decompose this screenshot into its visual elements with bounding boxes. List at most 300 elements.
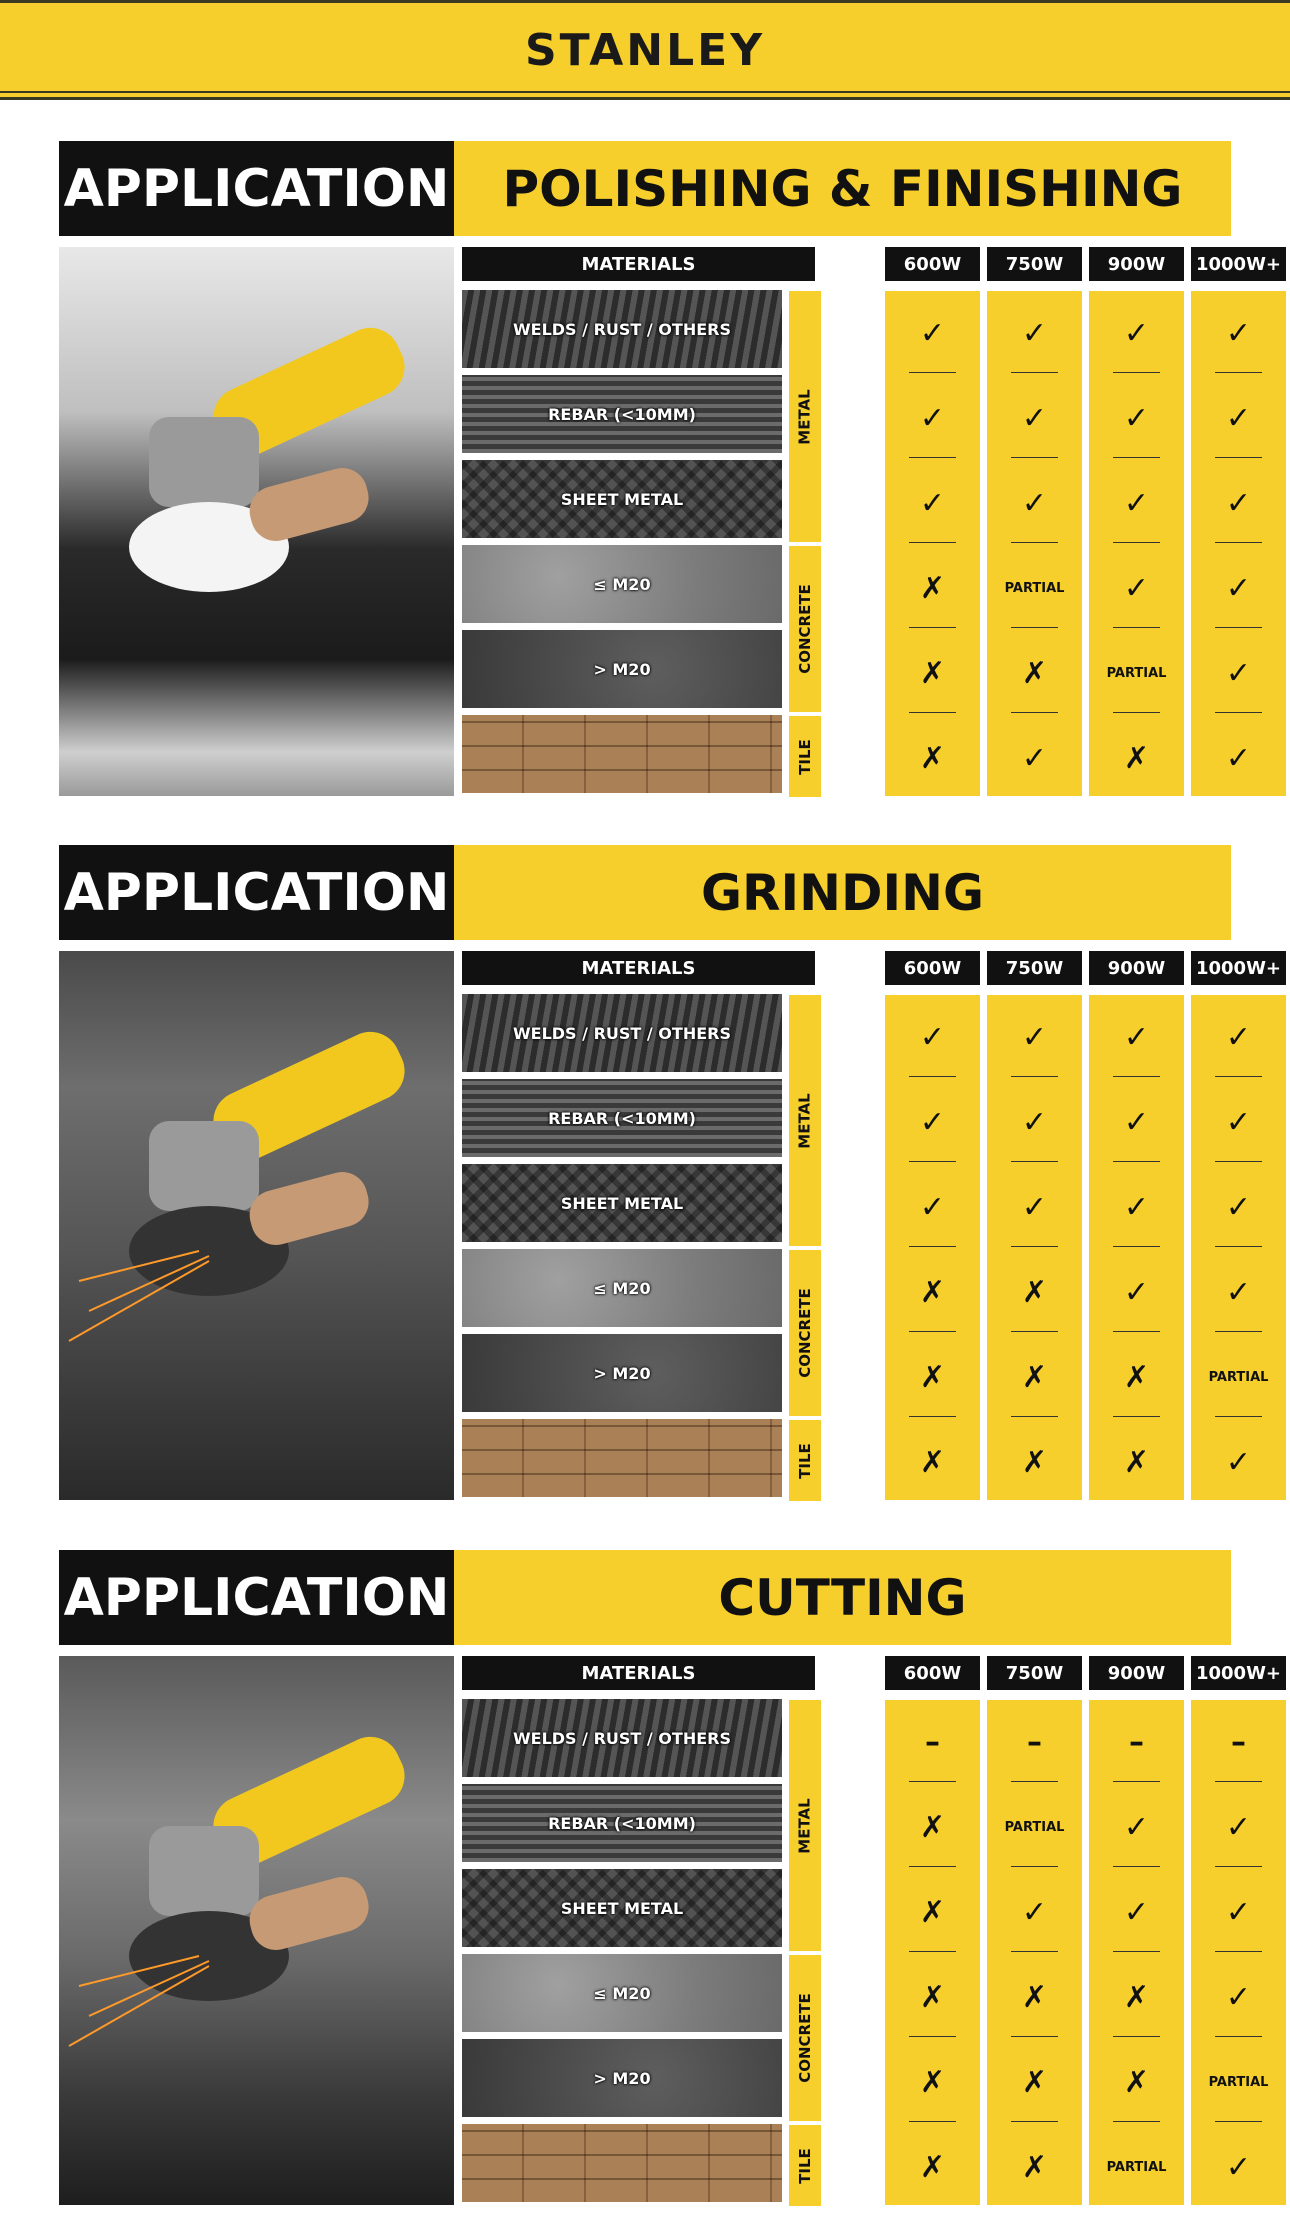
row-divider: [1113, 457, 1161, 458]
check-icon: ✓: [1225, 1019, 1252, 1055]
rating-cell: [885, 291, 980, 376]
group-label-text: CONCRETE: [796, 584, 815, 674]
brand-header: [0, 0, 1290, 100]
rating-cell: [1089, 631, 1184, 716]
row-divider: [909, 1161, 957, 1162]
rating-cell: [1191, 1955, 1286, 2040]
cross-icon: ✗: [919, 1274, 946, 1310]
row-divider: [1215, 2036, 1263, 2037]
wattage-header: 750W: [987, 951, 1082, 985]
rating-cell: [1191, 461, 1286, 546]
rating-cell: [1191, 995, 1286, 1080]
rating-cell: [1089, 1870, 1184, 1955]
grinder-illustration: [59, 951, 454, 1500]
row-divider: [1113, 372, 1161, 373]
rating-cell: [987, 291, 1082, 376]
rating-cell: [987, 1080, 1082, 1165]
partial-label: PARTIAL: [1208, 1370, 1269, 1385]
row-divider: [1011, 1331, 1059, 1332]
group-label-text: TILE: [796, 1442, 814, 1479]
rating-cell: [1089, 1165, 1184, 1250]
check-icon: ✓: [1123, 1274, 1150, 1310]
wattage-header: 900W: [1089, 1656, 1184, 1690]
material-label: WELDS / RUST / OTHERS: [513, 319, 731, 339]
check-icon: ✓: [1225, 1894, 1252, 1930]
group-label-text: METAL: [796, 1797, 815, 1854]
row-divider: [1011, 2036, 1059, 2037]
cross-icon: ✗: [1123, 1979, 1150, 2015]
cross-icon: ✗: [1021, 1274, 1048, 1310]
cross-icon: ✗: [1123, 740, 1150, 776]
rating-cell: [885, 1165, 980, 1250]
check-icon: ✓: [1123, 1809, 1150, 1845]
material-tile: [462, 1699, 782, 1777]
check-icon: ✓: [1225, 2149, 1252, 2185]
wattage-column: [987, 1700, 1082, 2205]
row-divider: [1215, 1246, 1263, 1247]
material-tile: [462, 375, 782, 453]
rating-cell: [1191, 546, 1286, 631]
rating-cell: [1191, 716, 1286, 801]
row-divider: [1113, 1161, 1161, 1162]
row-divider: [909, 457, 957, 458]
cross-icon: ✗: [1021, 2149, 1048, 2185]
row-divider: [1011, 1246, 1059, 1247]
group-label-tile: [789, 1420, 821, 1501]
material-tile: [462, 1954, 782, 2032]
rating-cell: [1089, 716, 1184, 801]
rating-cell: [1191, 2125, 1286, 2210]
group-label-tile: [789, 2125, 821, 2206]
check-icon: ✓: [1021, 485, 1048, 521]
rating-cell: [1191, 1870, 1286, 1955]
dash-icon: –: [1231, 1724, 1246, 1760]
application-label: APPLICATION: [59, 845, 454, 940]
check-icon: ✓: [1225, 1274, 1252, 1310]
material-label: REBAR (<10MM): [548, 1108, 696, 1128]
wattage-column: [987, 291, 1082, 796]
row-divider: [1113, 627, 1161, 628]
rating-cell: [987, 2040, 1082, 2125]
wattage-column: [885, 995, 980, 1500]
rating-cell: [1191, 1420, 1286, 1505]
brand-logo: STANLEY: [524, 24, 766, 76]
rating-cell: [1089, 376, 1184, 461]
rating-cell: [1089, 291, 1184, 376]
rating-cell: [1191, 2040, 1286, 2125]
row-divider: [1215, 372, 1263, 373]
grinder-illustration: [59, 1656, 454, 2205]
material-tile: [462, 715, 782, 793]
rating-cell: [1089, 2040, 1184, 2125]
group-label-text: TILE: [796, 2147, 814, 2184]
wattage-column: [1191, 291, 1286, 796]
application-label: APPLICATION: [59, 141, 454, 236]
row-divider: [909, 712, 957, 713]
cross-icon: ✗: [919, 1809, 946, 1845]
check-icon: ✓: [1123, 400, 1150, 436]
compatibility-table: [462, 951, 1282, 1500]
check-icon: ✓: [1021, 315, 1048, 351]
material-label: ≤ M20: [593, 1983, 651, 2003]
check-icon: ✓: [919, 1189, 946, 1225]
check-icon: ✓: [919, 485, 946, 521]
cross-icon: ✗: [919, 740, 946, 776]
rating-cell: [885, 1250, 980, 1335]
row-divider: [1011, 372, 1059, 373]
wattage-column: [1089, 1700, 1184, 2205]
check-icon: ✓: [1123, 485, 1150, 521]
row-divider: [909, 372, 957, 373]
group-label-text: METAL: [796, 388, 815, 445]
row-divider: [909, 1866, 957, 1867]
row-divider: [1215, 2121, 1263, 2122]
cross-icon: ✗: [919, 1979, 946, 2015]
group-label-metal: [789, 291, 821, 542]
rating-cell: [1191, 1700, 1286, 1785]
row-divider: [1215, 542, 1263, 543]
compatibility-table: [462, 247, 1282, 796]
check-icon: ✓: [919, 400, 946, 436]
rating-cell: [1089, 546, 1184, 631]
section-header: [59, 845, 1231, 940]
row-divider: [1215, 1161, 1263, 1162]
check-icon: ✓: [919, 1104, 946, 1140]
check-icon: ✓: [1123, 1894, 1150, 1930]
check-icon: ✓: [1123, 315, 1150, 351]
check-icon: ✓: [1123, 1019, 1150, 1055]
material-label: SHEET METAL: [560, 1898, 684, 1918]
rating-cell: [987, 1335, 1082, 1420]
row-divider: [909, 542, 957, 543]
check-icon: ✓: [919, 1019, 946, 1055]
cross-icon: ✗: [919, 2064, 946, 2100]
check-icon: ✓: [1123, 1104, 1150, 1140]
material-tile: [462, 630, 782, 708]
group-label-text: TILE: [796, 738, 814, 775]
material-label: > M20: [593, 659, 651, 679]
check-icon: ✓: [1021, 1019, 1048, 1055]
partial-label: PARTIAL: [1106, 666, 1167, 681]
application-photo: [59, 247, 454, 796]
wattage-column: [1191, 995, 1286, 1500]
row-divider: [1215, 1781, 1263, 1782]
row-divider: [909, 2036, 957, 2037]
partial-label: PARTIAL: [1106, 2160, 1167, 2175]
rating-cell: [885, 461, 980, 546]
material-tile: [462, 460, 782, 538]
check-icon: ✓: [1225, 315, 1252, 351]
row-divider: [1113, 1416, 1161, 1417]
rating-cell: [885, 2040, 980, 2125]
section-header: [59, 141, 1231, 236]
cross-icon: ✗: [919, 2149, 946, 2185]
section-title: GRINDING: [454, 845, 1231, 940]
material-label: ≤ M20: [593, 1278, 651, 1298]
material-tile: [462, 2039, 782, 2117]
row-divider: [1215, 627, 1263, 628]
section-1: [59, 141, 1282, 796]
material-label: SHEET METAL: [560, 1193, 684, 1213]
rating-cell: [987, 1420, 1082, 1505]
materials-header: MATERIALS: [462, 1656, 815, 1690]
wattage-header: 1000W+: [1191, 1656, 1286, 1690]
row-divider: [1113, 2121, 1161, 2122]
material-tile: [462, 1079, 782, 1157]
rating-cell: [987, 995, 1082, 1080]
material-tile: [462, 2124, 782, 2202]
group-label-text: CONCRETE: [796, 1993, 815, 2083]
group-label-metal: [789, 1700, 821, 1951]
check-icon: ✓: [1021, 1104, 1048, 1140]
rating-cell: [1089, 1955, 1184, 2040]
section-title: CUTTING: [454, 1550, 1231, 1645]
wattage-header: 600W: [885, 247, 980, 281]
check-icon: ✓: [1225, 1979, 1252, 2015]
material-label: REBAR (<10MM): [548, 404, 696, 424]
row-divider: [1113, 1246, 1161, 1247]
rating-cell: [1191, 1165, 1286, 1250]
wattage-column: [1089, 995, 1184, 1500]
material-label: WELDS / RUST / OTHERS: [513, 1023, 731, 1043]
material-tile: [462, 994, 782, 1072]
rating-cell: [885, 995, 980, 1080]
row-divider: [909, 1781, 957, 1782]
row-divider: [909, 1076, 957, 1077]
row-divider: [1113, 1951, 1161, 1952]
cross-icon: ✗: [1021, 655, 1048, 691]
check-icon: ✓: [1225, 570, 1252, 606]
material-label: WELDS / RUST / OTHERS: [513, 1728, 731, 1748]
rating-cell: [987, 376, 1082, 461]
wattage-column: [1191, 1700, 1286, 2205]
row-divider: [1215, 457, 1263, 458]
row-divider: [1011, 2121, 1059, 2122]
row-divider: [1215, 1416, 1263, 1417]
compatibility-table: [462, 1656, 1282, 2205]
check-icon: ✓: [1021, 740, 1048, 776]
check-icon: ✓: [1225, 740, 1252, 776]
wattage-header: 900W: [1089, 247, 1184, 281]
rating-cell: [1191, 1335, 1286, 1420]
wattage-header: 900W: [1089, 951, 1184, 985]
row-divider: [1011, 712, 1059, 713]
partial-label: PARTIAL: [1208, 2075, 1269, 2090]
cross-icon: ✗: [1021, 1979, 1048, 2015]
cross-icon: ✗: [919, 1444, 946, 1480]
wattage-header: 600W: [885, 951, 980, 985]
material-tile: [462, 545, 782, 623]
materials-header: MATERIALS: [462, 247, 815, 281]
row-divider: [1113, 1331, 1161, 1332]
group-label-concrete: [789, 546, 821, 712]
rating-cell: [1089, 995, 1184, 1080]
row-divider: [909, 1951, 957, 1952]
rating-cell: [885, 1955, 980, 2040]
cross-icon: ✗: [1123, 1359, 1150, 1395]
rating-cell: [987, 2125, 1082, 2210]
wattage-column: [987, 995, 1082, 1500]
material-tile: [462, 1784, 782, 1862]
rating-cell: [1089, 1700, 1184, 1785]
row-divider: [1113, 1076, 1161, 1077]
group-label-text: METAL: [796, 1092, 815, 1149]
rating-cell: [1191, 1250, 1286, 1335]
cross-icon: ✗: [1021, 1359, 1048, 1395]
rating-cell: [885, 1420, 980, 1505]
row-divider: [1011, 1161, 1059, 1162]
cross-icon: ✗: [919, 1359, 946, 1395]
group-label-tile: [789, 716, 821, 797]
material-tile: [462, 1334, 782, 1412]
check-icon: ✓: [1225, 655, 1252, 691]
row-divider: [1011, 1951, 1059, 1952]
rating-cell: [987, 461, 1082, 546]
group-label-metal: [789, 995, 821, 1246]
rating-cell: [885, 716, 980, 801]
dash-icon: –: [1129, 1724, 1144, 1760]
rating-cell: [987, 1955, 1082, 2040]
group-label-concrete: [789, 1250, 821, 1416]
row-divider: [1215, 1951, 1263, 1952]
rating-cell: [1089, 2125, 1184, 2210]
section-2: [59, 845, 1282, 1500]
row-divider: [1113, 542, 1161, 543]
cross-icon: ✗: [919, 1894, 946, 1930]
cross-icon: ✗: [1123, 2064, 1150, 2100]
check-icon: ✓: [1021, 400, 1048, 436]
section-header: [59, 1550, 1231, 1645]
application-photo: [59, 1656, 454, 2205]
rating-cell: [987, 1870, 1082, 1955]
check-icon: ✓: [1225, 1189, 1252, 1225]
section-title: POLISHING & FINISHING: [454, 141, 1231, 236]
material-label: REBAR (<10MM): [548, 1813, 696, 1833]
row-divider: [1011, 1076, 1059, 1077]
check-icon: ✓: [1021, 1894, 1048, 1930]
row-divider: [909, 1246, 957, 1247]
rating-cell: [1089, 1420, 1184, 1505]
row-divider: [1113, 1866, 1161, 1867]
check-icon: ✓: [1225, 1444, 1252, 1480]
row-divider: [1011, 457, 1059, 458]
cross-icon: ✗: [919, 570, 946, 606]
check-icon: ✓: [1225, 400, 1252, 436]
rating-cell: [987, 716, 1082, 801]
rating-cell: [1089, 1335, 1184, 1420]
rating-cell: [1089, 1250, 1184, 1335]
rating-cell: [987, 1785, 1082, 1870]
wattage-column: [885, 291, 980, 796]
row-divider: [909, 627, 957, 628]
wattage-header: 1000W+: [1191, 951, 1286, 985]
wattage-header: 750W: [987, 1656, 1082, 1690]
row-divider: [1113, 712, 1161, 713]
application-photo: [59, 951, 454, 1500]
check-icon: ✓: [1021, 1189, 1048, 1225]
cross-icon: ✗: [1021, 1444, 1048, 1480]
material-tile: [462, 1419, 782, 1497]
row-divider: [909, 2121, 957, 2122]
rating-cell: [885, 2125, 980, 2210]
row-divider: [1215, 1076, 1263, 1077]
rating-cell: [885, 631, 980, 716]
row-divider: [1113, 2036, 1161, 2037]
row-divider: [1011, 627, 1059, 628]
material-label: ≤ M20: [593, 574, 651, 594]
row-divider: [909, 1416, 957, 1417]
material-label: > M20: [593, 1363, 651, 1383]
partial-label: PARTIAL: [1004, 1820, 1065, 1835]
row-divider: [1011, 542, 1059, 543]
material-label: > M20: [593, 2068, 651, 2088]
row-divider: [1215, 1866, 1263, 1867]
grinder-illustration: [59, 247, 454, 796]
material-tile: [462, 1164, 782, 1242]
wattage-column: [1089, 291, 1184, 796]
group-label-text: CONCRETE: [796, 1288, 815, 1378]
rating-cell: [885, 1785, 980, 1870]
check-icon: ✓: [1123, 1189, 1150, 1225]
check-icon: ✓: [1225, 485, 1252, 521]
check-icon: ✓: [1225, 1104, 1252, 1140]
rating-cell: [885, 1080, 980, 1165]
row-divider: [1011, 1416, 1059, 1417]
cross-icon: ✗: [1021, 2064, 1048, 2100]
partial-label: PARTIAL: [1004, 581, 1065, 596]
rating-cell: [1089, 1785, 1184, 1870]
material-label: SHEET METAL: [560, 489, 684, 509]
wattage-column: [885, 1700, 980, 2205]
cross-icon: ✗: [919, 655, 946, 691]
section-3: [59, 1550, 1282, 2205]
rating-cell: [885, 1700, 980, 1785]
rating-cell: [1191, 1785, 1286, 1870]
rating-cell: [987, 1165, 1082, 1250]
group-label-concrete: [789, 1955, 821, 2121]
row-divider: [1113, 1781, 1161, 1782]
rating-cell: [1089, 461, 1184, 546]
materials-header: MATERIALS: [462, 951, 815, 985]
rating-cell: [987, 546, 1082, 631]
material-tile: [462, 1249, 782, 1327]
check-icon: ✓: [1123, 570, 1150, 606]
application-label: APPLICATION: [59, 1550, 454, 1645]
material-tile: [462, 1869, 782, 1947]
cross-icon: ✗: [1123, 1444, 1150, 1480]
row-divider: [1011, 1866, 1059, 1867]
row-divider: [1215, 1331, 1263, 1332]
rating-cell: [885, 1870, 980, 1955]
rating-cell: [987, 1250, 1082, 1335]
rating-cell: [885, 1335, 980, 1420]
wattage-header: 600W: [885, 1656, 980, 1690]
rating-cell: [1191, 376, 1286, 461]
rating-cell: [1089, 1080, 1184, 1165]
rating-cell: [1191, 291, 1286, 376]
wattage-header: 750W: [987, 247, 1082, 281]
rating-cell: [1191, 1080, 1286, 1165]
dash-icon: –: [925, 1724, 940, 1760]
material-tile: [462, 290, 782, 368]
row-divider: [1215, 712, 1263, 713]
wattage-header: 1000W+: [1191, 247, 1286, 281]
check-icon: ✓: [919, 315, 946, 351]
rating-cell: [1191, 631, 1286, 716]
rating-cell: [987, 631, 1082, 716]
dash-icon: –: [1027, 1724, 1042, 1760]
row-divider: [1011, 1781, 1059, 1782]
